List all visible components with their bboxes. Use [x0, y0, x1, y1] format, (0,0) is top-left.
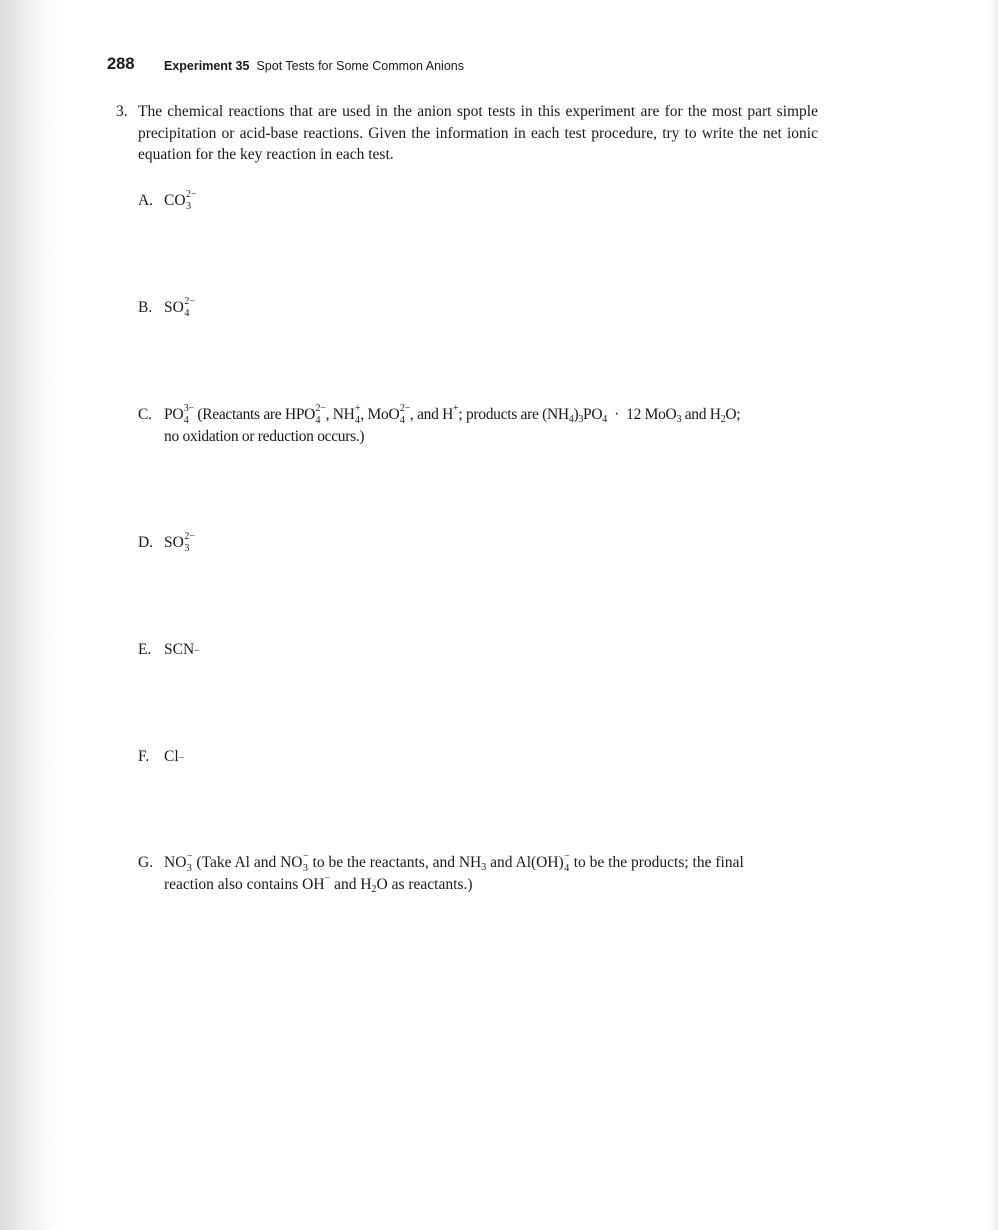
formula-base: HPO: [284, 406, 316, 423]
note-text: and H: [681, 406, 721, 423]
ion-base: SO: [164, 534, 184, 551]
note-text: ; products are (NH: [458, 406, 569, 423]
note-text: (Reactants are: [193, 406, 285, 423]
item-c-line-2: no oxidation or reduction occurs.): [164, 427, 365, 445]
reactant-formula: [285, 404, 326, 426]
formula-charge: [355, 403, 361, 426]
formula-sub: 2: [371, 883, 377, 895]
formula-sub: 3: [578, 414, 584, 425]
formula-sub: 4: [355, 415, 360, 426]
ion-base: PO: [164, 406, 184, 423]
formula-sub: 4: [315, 415, 321, 426]
page-number: 288: [107, 55, 135, 73]
reactant-formula: [368, 404, 410, 426]
formula-charge: [564, 851, 570, 874]
experiment-label: Experiment 35: [164, 59, 250, 73]
ion-charge: [184, 296, 195, 319]
ion-formula: Cl −: [164, 746, 184, 768]
formula-sup: −: [303, 851, 309, 862]
note-text: O;: [725, 406, 741, 423]
formula-sub: 3: [481, 862, 487, 873]
ion-sup: 2−: [186, 189, 197, 200]
formula-sub: 3: [303, 863, 308, 874]
ion-formula: [164, 190, 197, 212]
formula-charge: [399, 403, 410, 426]
ion-charge: [183, 403, 194, 426]
formula-sup: 2−: [315, 403, 326, 414]
experiment-title: Spot Tests for Some Common Anions: [256, 59, 464, 73]
ion-base: Cl: [164, 748, 179, 765]
note-text: and Al(OH): [486, 854, 564, 871]
reactant-formula: [333, 404, 361, 426]
note-text: to be the reactants, and NH: [308, 854, 482, 871]
formula-sub: 2: [720, 414, 726, 425]
item-letter: G.: [138, 854, 154, 871]
question-number: 3.: [116, 103, 128, 120]
formula-sup: 2−: [399, 403, 410, 414]
item-g: [138, 852, 818, 895]
formula-charge: [303, 851, 309, 874]
note-text: and H: [330, 875, 372, 893]
formula-sub: 4: [602, 414, 607, 425]
ion-sup: 2−: [184, 296, 195, 307]
formula-sub: 4: [564, 863, 570, 874]
separator: ,: [325, 406, 333, 423]
ion-formula: [164, 297, 195, 319]
ion-formula: [164, 404, 194, 426]
note-text: ): [573, 406, 579, 423]
ion-sub: 3: [186, 201, 192, 212]
running-header: [164, 59, 464, 73]
formula-sub: 4: [568, 414, 574, 425]
note-text: O as reactants.): [376, 875, 473, 893]
item-c: [138, 404, 818, 447]
ion-sub: 3: [186, 863, 192, 874]
ion-sub: 4: [183, 415, 189, 426]
note-text: PO: [583, 406, 603, 423]
formula-sup: +: [453, 403, 459, 414]
item-letter: D.: [138, 534, 154, 551]
item-e: [138, 639, 200, 661]
note-text: · 12 MoO: [606, 406, 677, 423]
formula-sup: +: [355, 403, 361, 414]
ion-sub: 4: [184, 308, 190, 319]
item-letter: F.: [138, 748, 150, 765]
ion-formula: [164, 852, 193, 874]
item-f: [138, 746, 184, 768]
note-text: , and H: [409, 406, 454, 423]
ion-formula: [164, 532, 195, 554]
note-text: to be the products; the final: [569, 854, 744, 871]
formula-base: NH: [332, 406, 355, 423]
item-g-line-2: [138, 874, 818, 896]
separator: ,: [360, 406, 368, 423]
formula-base: MoO: [367, 406, 400, 423]
ion-charge: [186, 851, 193, 874]
item-d: [138, 532, 195, 554]
formula-charge: [315, 403, 326, 426]
formula-sub: 3: [676, 414, 682, 425]
ion-sup: 2−: [184, 531, 195, 542]
ion-charge: [186, 189, 197, 212]
item-letter: E.: [138, 641, 152, 658]
ion-charge: [184, 531, 195, 554]
item-letter: C.: [138, 406, 152, 423]
item-letter: A.: [138, 192, 154, 209]
ion-base: NO: [164, 854, 187, 871]
item-b: [138, 297, 195, 319]
item-letter: B.: [138, 299, 153, 316]
formula-sup: −: [324, 872, 331, 884]
formula-sub: 4: [399, 415, 405, 426]
note-text: reaction also contains OH: [164, 875, 325, 893]
ion-base: SO: [164, 299, 184, 316]
formula-sup: −: [564, 851, 570, 862]
ion-base: SCN: [164, 641, 195, 658]
question-text: The chemical reactions that are used in the anion spot tests in this experiment are for the most part simple precipitation or acid-base reactions. Given the information in each test procedure, try to write the net ionic equation for the key reaction in each test.: [138, 103, 818, 163]
ion-sup: −: [186, 851, 193, 862]
item-a: [138, 190, 197, 212]
note-text: (Take Al and NO: [192, 854, 303, 871]
ion-base: CO: [164, 192, 186, 209]
ion-formula: SCN −: [164, 639, 200, 661]
ion-sup: 3−: [183, 403, 194, 414]
ion-sub: 3: [184, 543, 190, 554]
